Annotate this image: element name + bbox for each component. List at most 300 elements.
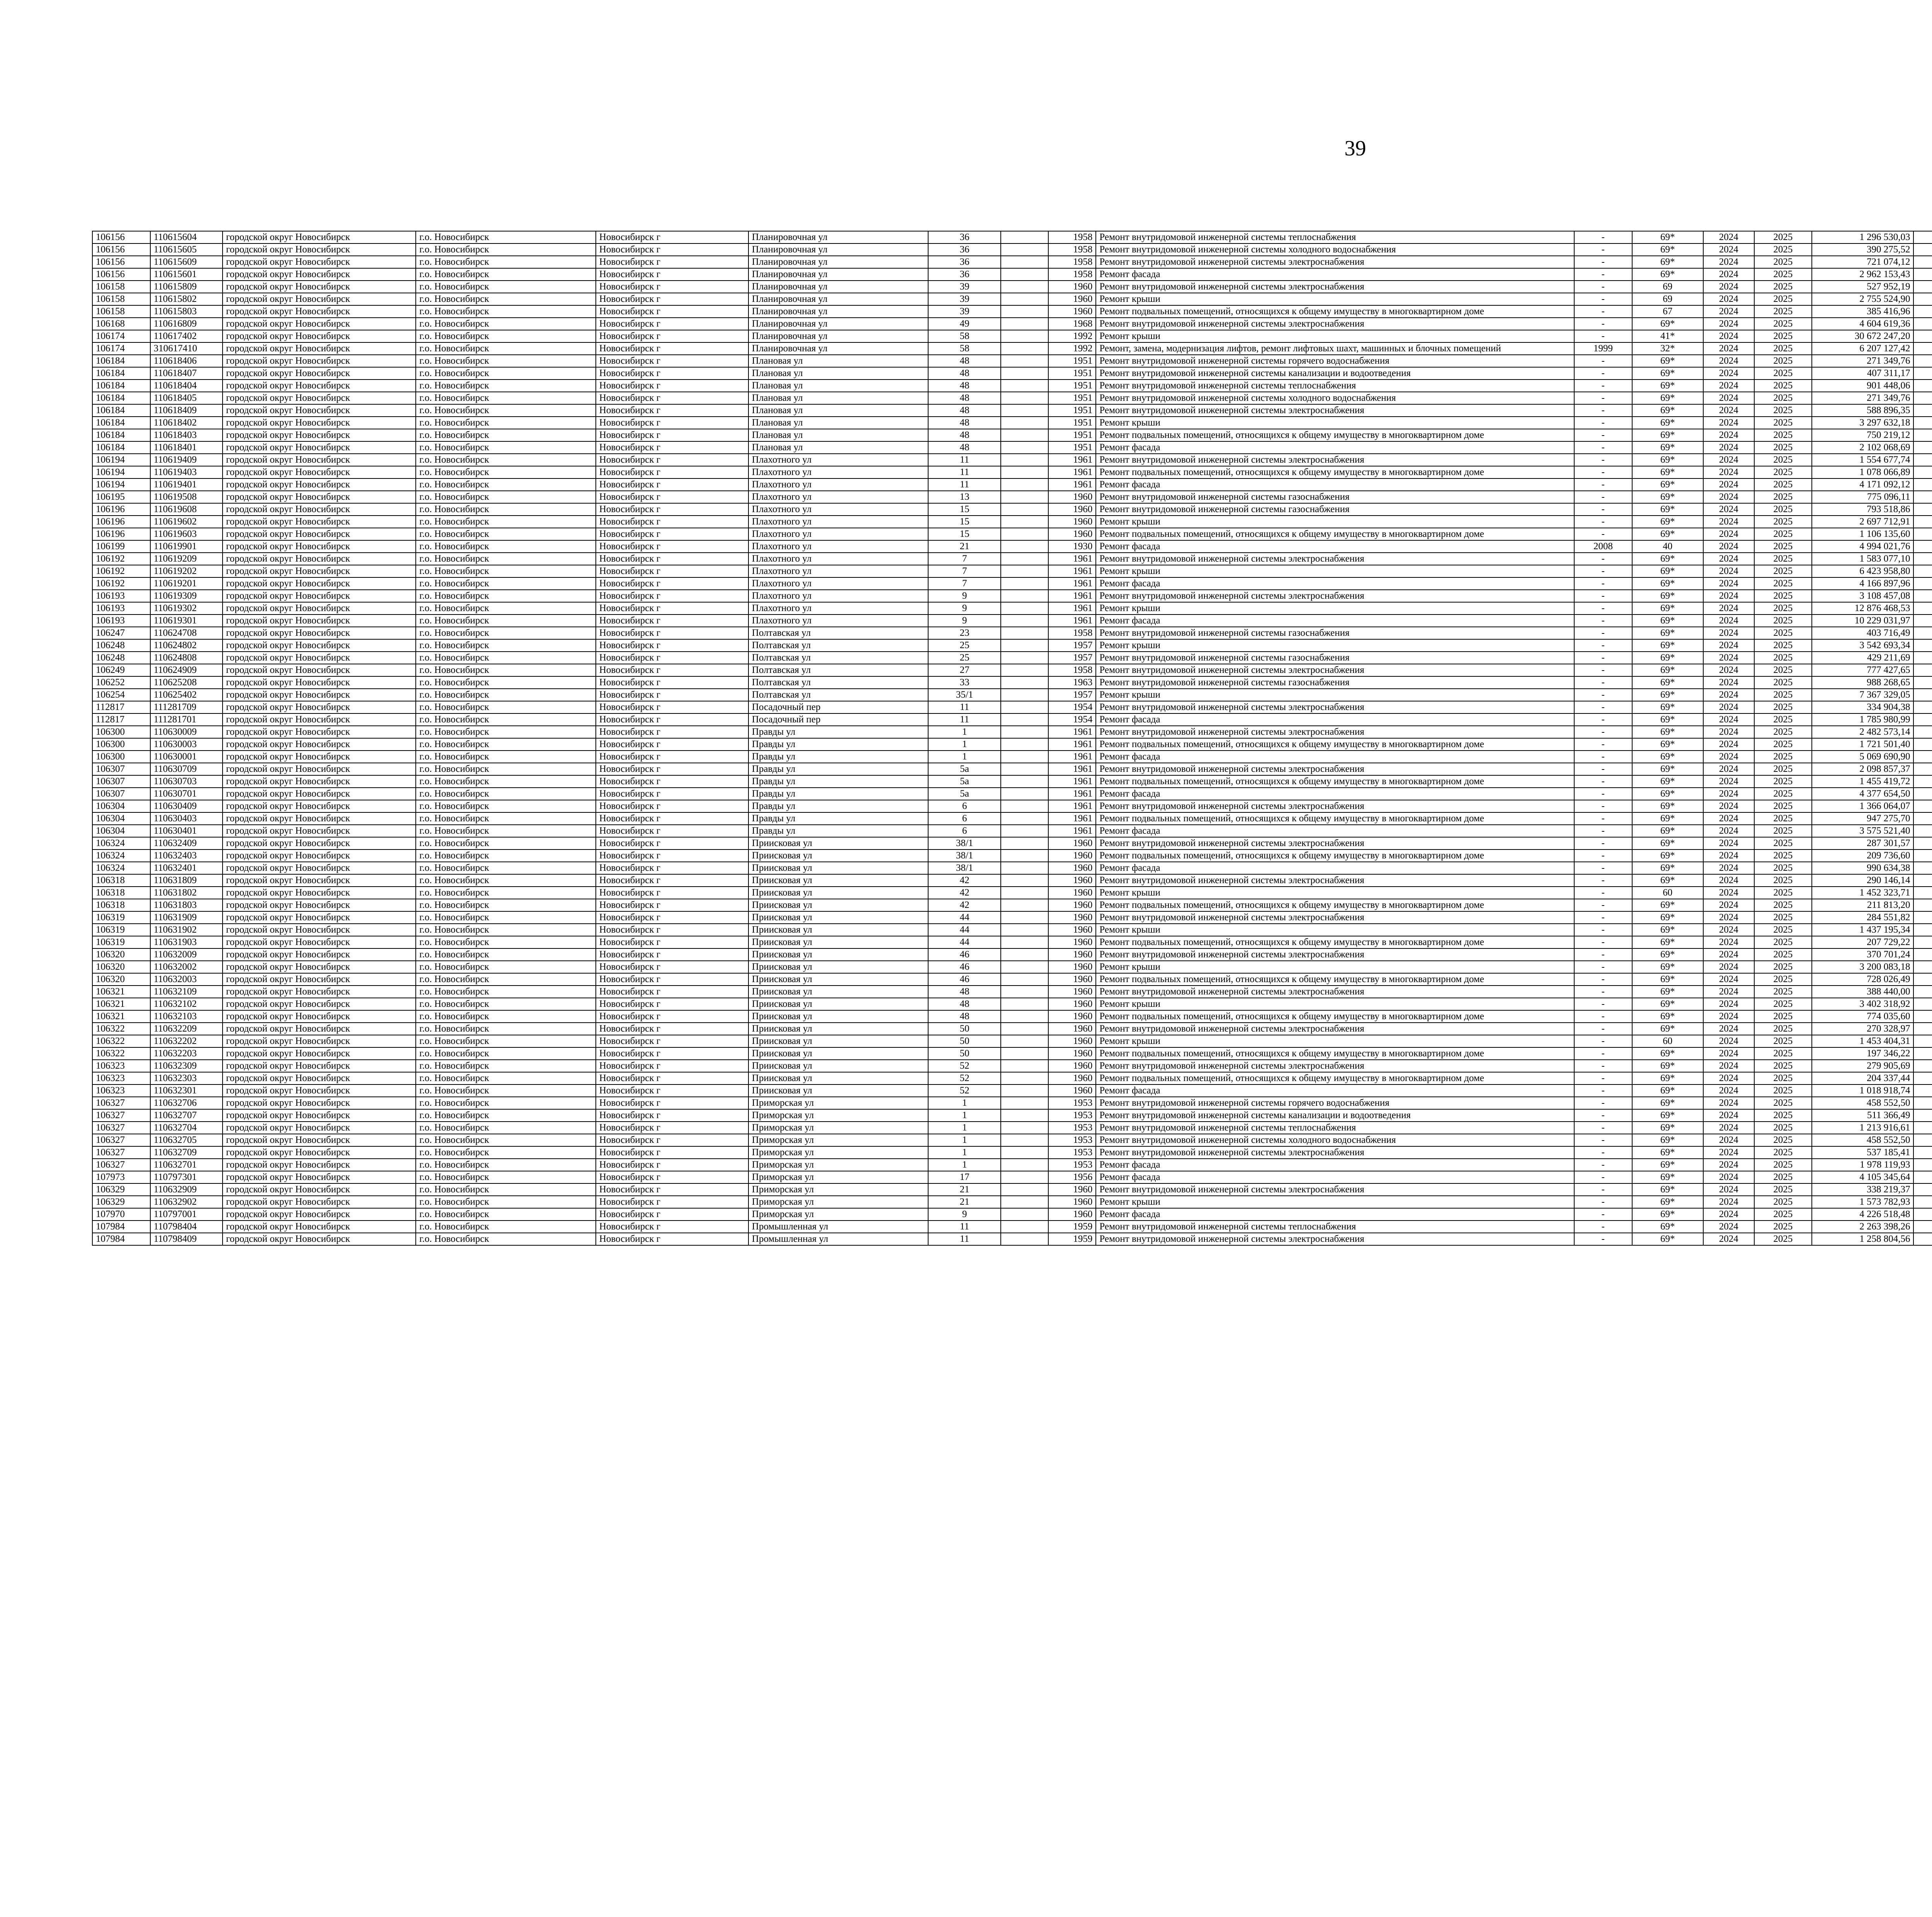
- cell-wear-percent: 69*: [1632, 936, 1703, 948]
- table-row: [92, 973, 1932, 986]
- page-number: 39: [1344, 136, 1366, 160]
- cell-street: Плановая ул: [748, 417, 929, 429]
- cell-work-type: Ремонт подвальных помещений, относящихся к общему имуществу в многоквартирном доме: [1096, 429, 1574, 441]
- table-row: [92, 1122, 1932, 1134]
- cell-locality: Новосибирск г: [596, 330, 748, 342]
- cell-plan-start-year: 2024: [1703, 1010, 1754, 1023]
- cell-municipality: городской округ Новосибирск: [223, 491, 416, 503]
- cell-district: г.о. Новосибирск: [416, 1109, 596, 1122]
- cell-wear-percent: 69*: [1632, 429, 1703, 441]
- cell-locality: Новосибирск г: [596, 466, 748, 478]
- cell-plan-start-year: 2024: [1703, 887, 1754, 899]
- table-row: [92, 713, 1932, 726]
- cell-locality: Новосибирск г: [596, 355, 748, 367]
- cell-work-type: Ремонт фасада: [1096, 1208, 1574, 1221]
- cell-fund-cost: [1913, 825, 1932, 837]
- cell-house-number: 48: [928, 392, 1000, 404]
- cell-municipality: городской округ Новосибирск: [223, 738, 416, 751]
- cell-work-type: Ремонт внутридомовой инженерной системы канализации и водоотведения: [1096, 1109, 1574, 1122]
- cell-building-letter: [1001, 281, 1048, 293]
- cell-work-code: 110630003: [150, 738, 223, 751]
- table-row: [92, 1072, 1932, 1084]
- cell-year-built: 1960: [1048, 936, 1096, 948]
- cell-last-repair-year: -: [1574, 454, 1632, 466]
- cell-street: Приморская ул: [748, 1159, 929, 1171]
- cell-year-built: 1954: [1048, 713, 1096, 726]
- cell-plan-end-year: 2025: [1754, 948, 1812, 961]
- cell-street: Приморская ул: [748, 1097, 929, 1109]
- cell-total-cost: 1 213 916,61: [1812, 1122, 1913, 1134]
- cell-wear-percent: 69*: [1632, 924, 1703, 936]
- cell-record-id: 106196: [92, 516, 150, 528]
- table-row: [92, 231, 1932, 243]
- cell-locality: Новосибирск г: [596, 701, 748, 713]
- cell-house-number: 36: [928, 243, 1000, 256]
- table-row: [92, 577, 1932, 590]
- cell-fund-cost: [1913, 565, 1932, 577]
- cell-plan-end-year: 2025: [1754, 664, 1812, 676]
- cell-work-type: Ремонт крыши: [1096, 961, 1574, 973]
- cell-work-type: Ремонт внутридомовой инженерной системы электроснабжения: [1096, 590, 1574, 602]
- cell-last-repair-year: -: [1574, 330, 1632, 342]
- cell-building-letter: [1001, 565, 1048, 577]
- cell-municipality: городской округ Новосибирск: [223, 256, 416, 268]
- cell-district: г.о. Новосибирск: [416, 664, 596, 676]
- table-row: [92, 1010, 1932, 1023]
- capital-repair-register-table: [92, 231, 1932, 1246]
- cell-year-built: 1961: [1048, 577, 1096, 590]
- cell-total-cost: 403 716,49: [1812, 627, 1913, 639]
- cell-record-id: 106327: [92, 1134, 150, 1146]
- cell-work-type: Ремонт крыши: [1096, 689, 1574, 701]
- cell-building-letter: [1001, 1010, 1048, 1023]
- cell-plan-start-year: 2024: [1703, 713, 1754, 726]
- cell-district: г.о. Новосибирск: [416, 491, 596, 503]
- cell-house-number: 38/1: [928, 837, 1000, 850]
- cell-wear-percent: 69: [1632, 281, 1703, 293]
- cell-work-code: 110624708: [150, 627, 223, 639]
- cell-house-number: 17: [928, 1171, 1000, 1183]
- cell-wear-percent: 69*: [1632, 1097, 1703, 1109]
- cell-plan-start-year: 2024: [1703, 478, 1754, 491]
- cell-district: г.о. Новосибирск: [416, 429, 596, 441]
- table-row: [92, 800, 1932, 812]
- cell-street: Приисковая ул: [748, 1010, 929, 1023]
- cell-work-code: 110631809: [150, 874, 223, 887]
- cell-work-code: 110632309: [150, 1060, 223, 1072]
- table-row: [92, 1146, 1932, 1159]
- cell-district: г.о. Новосибирск: [416, 1047, 596, 1060]
- cell-district: г.о. Новосибирск: [416, 812, 596, 825]
- table-row: [92, 812, 1932, 825]
- cell-municipality: городской округ Новосибирск: [223, 812, 416, 825]
- cell-street: Плахотного ул: [748, 503, 929, 516]
- cell-municipality: городской округ Новосибирск: [223, 627, 416, 639]
- table-row: [92, 1109, 1932, 1122]
- cell-fund-cost: [1913, 652, 1932, 664]
- cell-municipality: городской округ Новосибирск: [223, 577, 416, 590]
- cell-municipality: городской округ Новосибирск: [223, 281, 416, 293]
- cell-building-letter: [1001, 602, 1048, 615]
- cell-last-repair-year: -: [1574, 602, 1632, 615]
- cell-building-letter: [1001, 788, 1048, 800]
- table-row: [92, 1208, 1932, 1221]
- cell-house-number: 48: [928, 429, 1000, 441]
- cell-locality: Новосибирск г: [596, 961, 748, 973]
- cell-record-id: 106194: [92, 478, 150, 491]
- cell-house-number: 48: [928, 441, 1000, 454]
- cell-building-letter: [1001, 404, 1048, 417]
- cell-total-cost: 30 672 247,20: [1812, 330, 1913, 342]
- cell-house-number: 36: [928, 268, 1000, 281]
- cell-record-id: 106184: [92, 404, 150, 417]
- cell-total-cost: 4 171 092,12: [1812, 478, 1913, 491]
- cell-total-cost: 458 552,50: [1812, 1134, 1913, 1146]
- cell-district: г.о. Новосибирск: [416, 528, 596, 540]
- cell-record-id: 106247: [92, 627, 150, 639]
- cell-plan-start-year: 2024: [1703, 788, 1754, 800]
- cell-last-repair-year: -: [1574, 516, 1632, 528]
- cell-fund-cost: [1913, 392, 1932, 404]
- cell-fund-cost: [1913, 231, 1932, 243]
- cell-municipality: городской округ Новосибирск: [223, 305, 416, 318]
- cell-locality: Новосибирск г: [596, 528, 748, 540]
- cell-last-repair-year: -: [1574, 1171, 1632, 1183]
- cell-work-code: 110625402: [150, 689, 223, 701]
- cell-plan-start-year: 2024: [1703, 1221, 1754, 1233]
- cell-house-number: 11: [928, 1221, 1000, 1233]
- cell-total-cost: 270 328,97: [1812, 1023, 1913, 1035]
- cell-municipality: городской округ Новосибирск: [223, 1134, 416, 1146]
- cell-total-cost: 4 226 518,48: [1812, 1208, 1913, 1221]
- cell-building-letter: [1001, 800, 1048, 812]
- cell-locality: Новосибирск г: [596, 1084, 748, 1097]
- cell-wear-percent: 69*: [1632, 726, 1703, 738]
- cell-fund-cost: [1913, 639, 1932, 652]
- cell-work-code: 110619602: [150, 516, 223, 528]
- cell-last-repair-year: -: [1574, 1233, 1632, 1245]
- cell-house-number: 21: [928, 1196, 1000, 1208]
- cell-plan-end-year: 2025: [1754, 627, 1812, 639]
- cell-record-id: 106307: [92, 775, 150, 788]
- cell-plan-start-year: 2024: [1703, 1196, 1754, 1208]
- table-row: [92, 602, 1932, 615]
- cell-house-number: 7: [928, 577, 1000, 590]
- cell-fund-cost: [1913, 775, 1932, 788]
- cell-house-number: 6: [928, 825, 1000, 837]
- cell-work-code: 110632909: [150, 1183, 223, 1196]
- cell-municipality: городской округ Новосибирск: [223, 713, 416, 726]
- cell-municipality: городской округ Новосибирск: [223, 961, 416, 973]
- cell-plan-end-year: 2025: [1754, 800, 1812, 812]
- cell-record-id: 106174: [92, 330, 150, 342]
- cell-plan-start-year: 2024: [1703, 664, 1754, 676]
- cell-record-id: 106184: [92, 441, 150, 454]
- cell-wear-percent: 69*: [1632, 590, 1703, 602]
- cell-fund-cost: [1913, 763, 1932, 775]
- cell-last-repair-year: -: [1574, 639, 1632, 652]
- cell-building-letter: [1001, 899, 1048, 911]
- cell-district: г.о. Новосибирск: [416, 998, 596, 1010]
- cell-work-type: Ремонт крыши: [1096, 924, 1574, 936]
- cell-district: г.о. Новосибирск: [416, 590, 596, 602]
- cell-district: г.о. Новосибирск: [416, 973, 596, 986]
- cell-total-cost: 3 200 083,18: [1812, 961, 1913, 973]
- cell-fund-cost: [1913, 676, 1932, 689]
- cell-total-cost: 1 785 980,99: [1812, 713, 1913, 726]
- cell-wear-percent: 69*: [1632, 713, 1703, 726]
- cell-locality: Новосибирск г: [596, 281, 748, 293]
- cell-work-code: 110630409: [150, 800, 223, 812]
- cell-locality: Новосибирск г: [596, 689, 748, 701]
- cell-street: Приморская ул: [748, 1146, 929, 1159]
- cell-total-cost: 537 185,41: [1812, 1146, 1913, 1159]
- cell-plan-end-year: 2025: [1754, 305, 1812, 318]
- cell-street: Планировочная ул: [748, 256, 929, 268]
- cell-wear-percent: 69*: [1632, 1084, 1703, 1097]
- cell-total-cost: 209 736,60: [1812, 850, 1913, 862]
- cell-work-type: Ремонт внутридомовой инженерной системы канализации и водоотведения: [1096, 367, 1574, 380]
- cell-fund-cost: [1913, 503, 1932, 516]
- cell-year-built: 1960: [1048, 305, 1096, 318]
- cell-municipality: городской округ Новосибирск: [223, 998, 416, 1010]
- cell-work-code: 110632401: [150, 862, 223, 874]
- cell-record-id: 106320: [92, 973, 150, 986]
- cell-street: Приморская ул: [748, 1196, 929, 1208]
- cell-street: Приисковая ул: [748, 862, 929, 874]
- cell-year-built: 1957: [1048, 652, 1096, 664]
- cell-total-cost: 334 904,38: [1812, 701, 1913, 713]
- table-row: [92, 268, 1932, 281]
- cell-wear-percent: 69*: [1632, 751, 1703, 763]
- cell-work-code: 110631909: [150, 911, 223, 924]
- cell-fund-cost: [1913, 1035, 1932, 1047]
- cell-house-number: 52: [928, 1072, 1000, 1084]
- cell-house-number: 39: [928, 293, 1000, 305]
- cell-fund-cost: [1913, 1084, 1932, 1097]
- cell-work-code: 110618409: [150, 404, 223, 417]
- cell-work-type: Ремонт подвальных помещений, относящихся к общему имуществу в многоквартирном доме: [1096, 466, 1574, 478]
- cell-building-letter: [1001, 948, 1048, 961]
- cell-plan-end-year: 2025: [1754, 478, 1812, 491]
- cell-record-id: 106184: [92, 355, 150, 367]
- cell-wear-percent: 69*: [1632, 676, 1703, 689]
- cell-year-built: 1961: [1048, 590, 1096, 602]
- cell-work-code: 110618405: [150, 392, 223, 404]
- cell-total-cost: 2 263 398,26: [1812, 1221, 1913, 1233]
- cell-work-code: 110630001: [150, 751, 223, 763]
- cell-work-code: 110632301: [150, 1084, 223, 1097]
- cell-work-type: Ремонт подвальных помещений, относящихся к общему имуществу в многоквартирном доме: [1096, 775, 1574, 788]
- cell-district: г.о. Новосибирск: [416, 1060, 596, 1072]
- cell-work-type: Ремонт фасада: [1096, 862, 1574, 874]
- cell-house-number: 36: [928, 256, 1000, 268]
- cell-fund-cost: [1913, 887, 1932, 899]
- table-row: [92, 936, 1932, 948]
- cell-year-built: 1961: [1048, 775, 1096, 788]
- cell-year-built: 1960: [1048, 924, 1096, 936]
- cell-fund-cost: [1913, 689, 1932, 701]
- cell-house-number: 1: [928, 751, 1000, 763]
- cell-plan-start-year: 2024: [1703, 689, 1754, 701]
- cell-year-built: 1968: [1048, 318, 1096, 330]
- cell-last-repair-year: -: [1574, 565, 1632, 577]
- cell-work-code: 110619403: [150, 466, 223, 478]
- cell-record-id: 106323: [92, 1072, 150, 1084]
- cell-wear-percent: 69*: [1632, 1047, 1703, 1060]
- cell-total-cost: 2 098 857,37: [1812, 763, 1913, 775]
- cell-last-repair-year: -: [1574, 478, 1632, 491]
- cell-fund-cost: [1913, 1010, 1932, 1023]
- cell-last-repair-year: -: [1574, 689, 1632, 701]
- cell-street: Приисковая ул: [748, 874, 929, 887]
- cell-plan-start-year: 2024: [1703, 1146, 1754, 1159]
- cell-plan-start-year: 2024: [1703, 899, 1754, 911]
- cell-work-type: Ремонт крыши: [1096, 293, 1574, 305]
- cell-wear-percent: 60: [1632, 1035, 1703, 1047]
- table-row: [92, 1047, 1932, 1060]
- cell-street: Плахотного ул: [748, 565, 929, 577]
- cell-plan-start-year: 2024: [1703, 986, 1754, 998]
- cell-district: г.о. Новосибирск: [416, 293, 596, 305]
- cell-locality: Новосибирск г: [596, 775, 748, 788]
- cell-record-id: 106307: [92, 788, 150, 800]
- cell-plan-end-year: 2025: [1754, 1196, 1812, 1208]
- cell-work-code: 110630701: [150, 788, 223, 800]
- cell-district: г.о. Новосибирск: [416, 1035, 596, 1047]
- cell-last-repair-year: -: [1574, 503, 1632, 516]
- cell-work-type: Ремонт подвальных помещений, относящихся к общему имуществу в многоквартирном доме: [1096, 738, 1574, 751]
- cell-wear-percent: 32*: [1632, 342, 1703, 355]
- cell-work-type: Ремонт внутридомовой инженерной системы электроснабжения: [1096, 256, 1574, 268]
- cell-building-letter: [1001, 516, 1048, 528]
- cell-building-letter: [1001, 577, 1048, 590]
- cell-record-id: 106156: [92, 231, 150, 243]
- cell-fund-cost: [1913, 627, 1932, 639]
- cell-work-code: 110632202: [150, 1035, 223, 1047]
- cell-municipality: городской округ Новосибирск: [223, 825, 416, 837]
- cell-locality: Новосибирск г: [596, 404, 748, 417]
- cell-record-id: 106318: [92, 887, 150, 899]
- cell-wear-percent: 69*: [1632, 466, 1703, 478]
- table-row: [92, 676, 1932, 689]
- cell-work-type: Ремонт внутридомовой инженерной системы горячего водоснабжения: [1096, 1097, 1574, 1109]
- cell-house-number: 5а: [928, 763, 1000, 775]
- cell-plan-start-year: 2024: [1703, 998, 1754, 1010]
- cell-wear-percent: 69*: [1632, 1171, 1703, 1183]
- cell-year-built: 1951: [1048, 404, 1096, 417]
- cell-plan-start-year: 2024: [1703, 948, 1754, 961]
- cell-year-built: 1951: [1048, 392, 1096, 404]
- cell-record-id: 106193: [92, 615, 150, 627]
- cell-district: г.о. Новосибирск: [416, 726, 596, 738]
- cell-house-number: 11: [928, 1233, 1000, 1245]
- cell-wear-percent: 69*: [1632, 491, 1703, 503]
- cell-district: г.о. Новосибирск: [416, 565, 596, 577]
- cell-building-letter: [1001, 751, 1048, 763]
- cell-work-type: Ремонт внутридомовой инженерной системы теплоснабжения: [1096, 1122, 1574, 1134]
- cell-locality: Новосибирск г: [596, 911, 748, 924]
- cell-district: г.о. Новосибирск: [416, 775, 596, 788]
- cell-building-letter: [1001, 1023, 1048, 1035]
- cell-total-cost: 3 108 457,08: [1812, 590, 1913, 602]
- cell-work-type: Ремонт крыши: [1096, 887, 1574, 899]
- cell-record-id: 106320: [92, 961, 150, 973]
- cell-district: г.о. Новосибирск: [416, 911, 596, 924]
- cell-street: Приморская ул: [748, 1109, 929, 1122]
- cell-total-cost: 2 102 068,69: [1812, 441, 1913, 454]
- cell-plan-start-year: 2024: [1703, 763, 1754, 775]
- cell-locality: Новосибирск г: [596, 751, 748, 763]
- cell-building-letter: [1001, 998, 1048, 1010]
- cell-work-type: Ремонт подвальных помещений, относящихся к общему имуществу в многоквартирном доме: [1096, 936, 1574, 948]
- cell-record-id: 106320: [92, 948, 150, 961]
- cell-wear-percent: 69*: [1632, 948, 1703, 961]
- cell-year-built: 1953: [1048, 1159, 1096, 1171]
- cell-work-type: Ремонт подвальных помещений, относящихся к общему имуществу в многоквартирном доме: [1096, 973, 1574, 986]
- cell-total-cost: 1 366 064,07: [1812, 800, 1913, 812]
- cell-last-repair-year: -: [1574, 911, 1632, 924]
- cell-plan-start-year: 2024: [1703, 775, 1754, 788]
- table-row: [92, 887, 1932, 899]
- cell-last-repair-year: -: [1574, 924, 1632, 936]
- cell-fund-cost: [1913, 862, 1932, 874]
- cell-record-id: 106248: [92, 652, 150, 664]
- cell-last-repair-year: -: [1574, 948, 1632, 961]
- table-row: [92, 1196, 1932, 1208]
- cell-street: Приисковая ул: [748, 1035, 929, 1047]
- cell-last-repair-year: -: [1574, 676, 1632, 689]
- cell-total-cost: 2 962 153,43: [1812, 268, 1913, 281]
- cell-street: Планировочная ул: [748, 330, 929, 342]
- cell-plan-end-year: 2025: [1754, 1023, 1812, 1035]
- cell-locality: Новосибирск г: [596, 948, 748, 961]
- table-row: [92, 1233, 1932, 1245]
- cell-street: Приисковая ул: [748, 924, 929, 936]
- cell-last-repair-year: -: [1574, 936, 1632, 948]
- cell-year-built: 1930: [1048, 540, 1096, 553]
- cell-district: г.о. Новосибирск: [416, 738, 596, 751]
- cell-year-built: 1960: [1048, 516, 1096, 528]
- cell-record-id: 112817: [92, 713, 150, 726]
- cell-wear-percent: 69*: [1632, 1196, 1703, 1208]
- cell-plan-end-year: 2025: [1754, 367, 1812, 380]
- cell-last-repair-year: -: [1574, 441, 1632, 454]
- cell-last-repair-year: -: [1574, 256, 1632, 268]
- cell-building-letter: [1001, 1134, 1048, 1146]
- cell-year-built: 1960: [1048, 887, 1096, 899]
- cell-house-number: 44: [928, 924, 1000, 936]
- cell-total-cost: 4 377 654,50: [1812, 788, 1913, 800]
- cell-house-number: 58: [928, 330, 1000, 342]
- cell-plan-end-year: 2025: [1754, 1208, 1812, 1221]
- cell-work-code: 110615604: [150, 231, 223, 243]
- cell-work-code: 110632706: [150, 1097, 223, 1109]
- cell-plan-end-year: 2025: [1754, 1134, 1812, 1146]
- cell-last-repair-year: -: [1574, 404, 1632, 417]
- cell-district: г.о. Новосибирск: [416, 948, 596, 961]
- cell-district: г.о. Новосибирск: [416, 404, 596, 417]
- cell-district: г.о. Новосибирск: [416, 1221, 596, 1233]
- cell-house-number: 49: [928, 318, 1000, 330]
- table-row: [92, 380, 1932, 392]
- cell-last-repair-year: -: [1574, 1208, 1632, 1221]
- cell-record-id: 106168: [92, 318, 150, 330]
- cell-last-repair-year: 1999: [1574, 342, 1632, 355]
- table-row: [92, 1060, 1932, 1072]
- cell-work-code: 110619401: [150, 478, 223, 491]
- cell-wear-percent: 69*: [1632, 367, 1703, 380]
